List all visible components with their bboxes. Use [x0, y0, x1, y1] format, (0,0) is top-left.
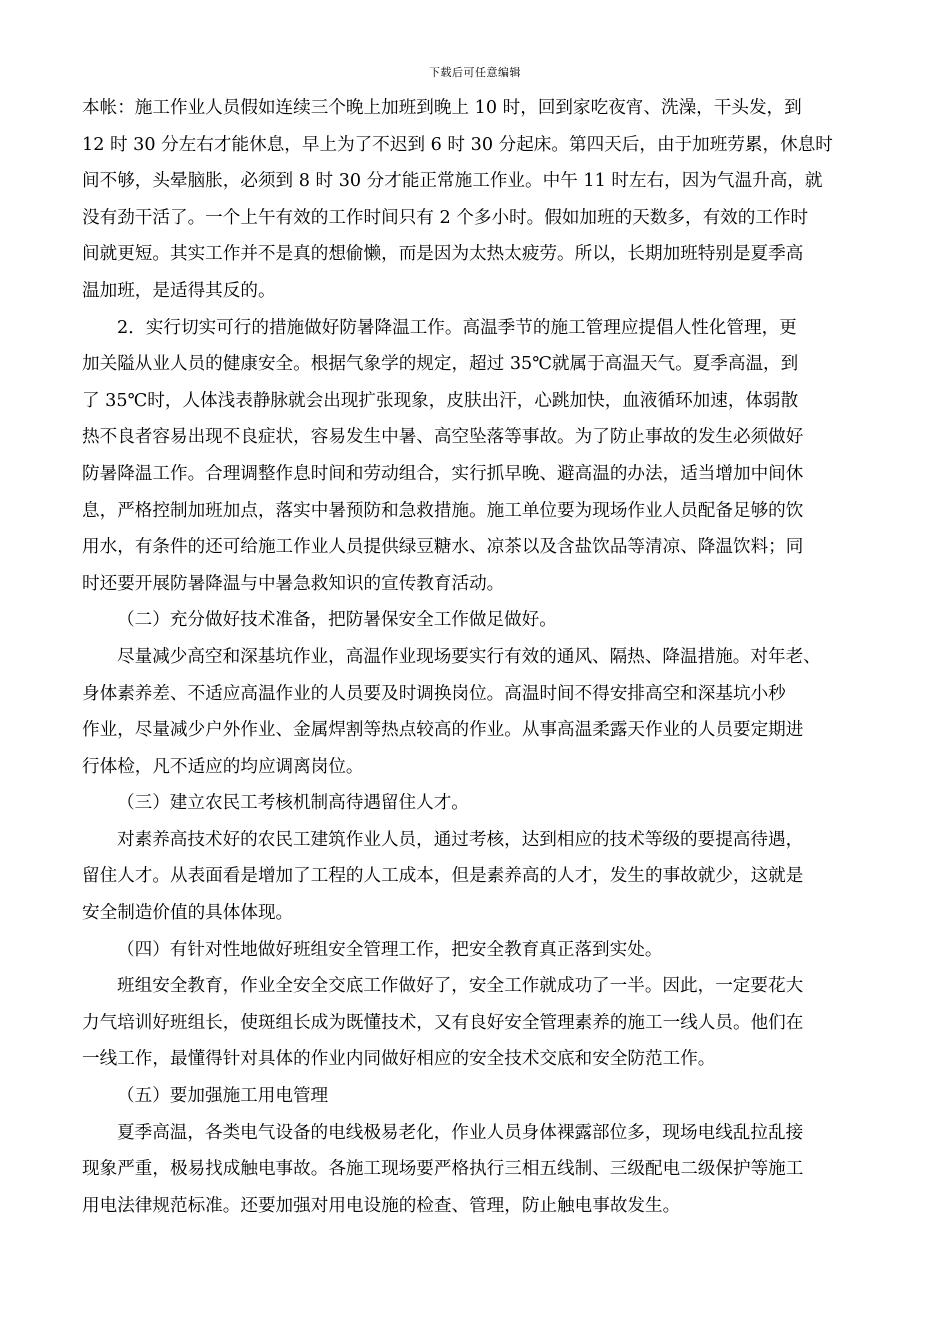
- text-line: 力气培训好班组长，使斑组长成为既懂技术，又有良好安全管理素养的施工一线人员。他们在: [82, 1012, 804, 1033]
- text-line: 本帐：施工作业人员假如连续三个晚上加班到晚上 10 时，回到家吃夜宵、洗澡，干头发，到: [82, 98, 802, 118]
- text-line: 热不良者容易出现不良症状，容易发生中暑、高空坠落等事故。为了防止事故的发生必须做好: [82, 427, 804, 448]
- text-line: 加关隘从业人员的健康安全。根据气象学的规定，超过 35℃就属于高温天气。夏季高温，到: [82, 354, 799, 375]
- text-line: 用水，有条件的还可给施工作业人员提供绿豆糖水、凉茶以及含盐饮品等清凉、降温饮料；同: [82, 537, 804, 558]
- section-heading: （三）建立农民工考核机制高待遇留住人才。: [117, 793, 469, 814]
- text-line: 班组安全教育，作业全安全交底工作做好了，安全工作就成功了一半。因此，一定要花大: [117, 976, 804, 997]
- text-line: 尽量减少高空和深基坑作业，高温作业现场要实行有效的通风、隔热、降温措施。对年老、: [117, 646, 821, 667]
- text-line: 留住人才。从表面看是增加了工程的人工成本，但是素养高的人才，发生的事故就少，这就是: [82, 866, 804, 887]
- text-line: 行体检，凡不适应的均应调离岗位。: [82, 756, 364, 777]
- text-line: 对素养高技术好的农民工建筑作业人员，通过考核，达到相应的技术等级的要提高待遇，: [117, 829, 804, 850]
- section-heading: （五）要加强施工用电管理: [117, 1086, 329, 1107]
- text-line: 间就更短。其实工作并不是真的想偷懒，而是因为太热太疲劳。所以，长期加班特别是夏季高: [82, 244, 804, 265]
- text-line: 没有劲干活了。一个上午有效的工作时间只有 2 个多小时。假如加班的天数多，有效的工作时: [82, 207, 809, 228]
- section-heading: （二）充分做好技术准备，把防暑保安全工作做足做好。: [117, 610, 557, 631]
- text-line: 身体素养差、不适应高温作业的人员要及时调换岗位。高温时间不得安排高空和深基坑小秒: [82, 683, 786, 704]
- text-line: 时还要开展防暑降温与中暑急救知识的宣传教育活动。: [82, 573, 505, 594]
- text-line: 温加班，是适得其反的。: [82, 280, 276, 301]
- text-line: 安全制造价值的具体体现。: [82, 903, 294, 924]
- text-line: 一线工作，最懂得针对具体的作业内同做好相应的安全技术交底和安全防范工作。: [82, 1049, 716, 1070]
- text-line: 12 时 30 分左右才能休息，早上为了不迟到 6 时 30 分起床。第四天后，由于加班劳累，休息时: [82, 134, 833, 155]
- text-line: 2．实行切实可行的措施做好防暑降温工作。高温季节的施工管理应提倡人性化管理，更: [117, 317, 797, 338]
- text-line: 夏季高温，各类电气设备的电线极易老化，作业人员身体裸露部位多，现场电线乱拉乱接: [117, 1122, 804, 1143]
- text-line: 息，严格控制加班加点，落实中暑预防和急救措施。施工单位要为现场作业人员配备足够的饮: [82, 500, 804, 521]
- text-line: 防暑降温工作。合理调整作息时间和劳动组合，实行抓早晚、避高温的办法，适当增加中间休: [82, 463, 804, 484]
- page-header: 下载后可任意编辑: [429, 66, 521, 79]
- document-body: [82, 90, 872, 1224]
- text-line: 用电法律规范标准。还要加强对用电设施的检查、管理，防止触电事故发生。: [82, 1195, 681, 1216]
- section-heading: （四）有针对性地做好班组安全管理工作，把安全教育真正落到实处。: [117, 939, 663, 960]
- text-line: 作业，尽量减少户外作业、金属焊割等热点较高的作业。从事高温柔露天作业的人员要定期进: [82, 720, 804, 741]
- text-line: 了 35℃时，人体浅表静脉就会出现扩张现象，皮肤出汗，心跳加快，血液循环加速，体弱散: [82, 390, 799, 411]
- text-line: 间不够，头晕脑胀，必须到 8 时 30 分才能正常施工作业。中午 11 时左右，因为气温升高，就: [82, 171, 823, 192]
- text-line: 现象严重，极易找成触电事故。各施工现场要严格执行三相五线制、三级配电二级保护等施工: [82, 1159, 804, 1180]
